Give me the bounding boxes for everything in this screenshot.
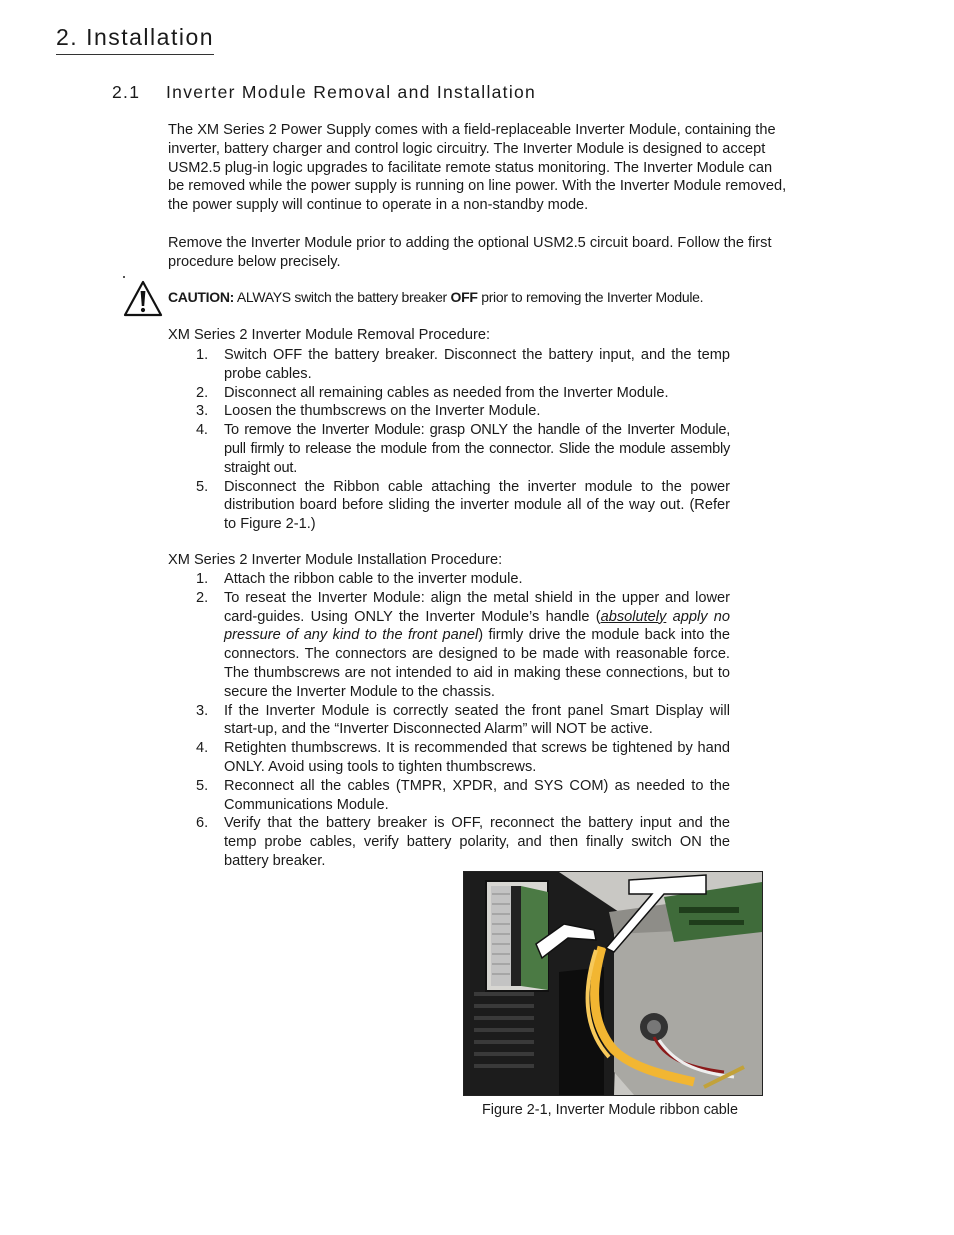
ribbon-cable-photo — [463, 871, 763, 1096]
removal-steps — [168, 346, 730, 534]
list-item: 3. If the Inverter Module is correctly seated the front panel Smart Display will start-up, and the “Inverter Disconnected Alarm” will NOT be active. — [196, 702, 730, 738]
list-item: 6. Verify that the battery breaker is OFF, reconnect the battery input and the temp probe cables, verify battery polarity, and then finally switch ON the battery breaker. — [196, 815, 730, 869]
list-item: 4. Retighten thumbscrews. It is recommended that screws be tightened by hand ONLY. Avoid using tools to tighten thumbscrews. — [196, 740, 730, 775]
caution-notice — [168, 289, 703, 305]
stray-mark — [123, 276, 125, 278]
list-item: 5. Reconnect all the cables (TMPR, XPDR, and SYS COM) as needed to the Communications Module. — [196, 777, 730, 813]
figure-caption: Figure 2-1, Inverter Module ribbon cable — [482, 1102, 738, 1118]
intro-paragraph-2: Remove the Inverter Module prior to adding the optional USM2.5 circuit board. Follow the first procedure below precisely. — [168, 235, 772, 270]
list-item: 4. To remove the Inverter Module: grasp ONLY the handle of the Inverter Module, pull firmly to release the module from the connector. Slide the module assembly straight out. — [196, 422, 730, 476]
removal-title: XM Series 2 Inverter Module Removal Procedure: — [168, 327, 491, 343]
caution-label: CAUTION: — [168, 289, 235, 305]
list-item: 1. Attach the ribbon cable to the inverter module. — [196, 571, 523, 587]
photo-illustration — [464, 872, 762, 1095]
caution-text-before: ALWAYS switch the battery breaker — [236, 289, 447, 305]
list-item: 5. Disconnect the Ribbon cable attaching the inverter module to the power distribution board before sliding the inverter module all of the way out. (Refer to Figure 2-1.) — [196, 478, 730, 533]
list-item: 1. Switch OFF the battery breaker. Disconnect the battery input, and the temp probe cables. — [196, 347, 730, 382]
list-item: 2. To reseat the Inverter Module: align the metal shield in the upper and lower card-guides. Using ONLY the Inverter Module’s handle (absolutely apply no pressure of any kind to the front panel) firmly drive the module back into the connectors. The connectors are designed to be made with reasonable force. The thumbscrews are not intended to aid in making these connections, but to secure the Inverter Module to the chassis. — [196, 589, 731, 700]
installation-title: XM Series 2 Inverter Module Installation Procedure: — [168, 552, 503, 568]
caution-emphasis: OFF — [450, 289, 478, 305]
intro-paragraph-1: The XM Series 2 Power Supply comes with a field-replaceable Inverter Module, containing the inverter, battery charger and control logic circuitry. The Inverter Module is designed to accept USM2.5 plug-in logic upgrades to facilitate remote status monitoring. The Inverter Module can be removed while the power supply is running on line power. With the Inverter Module removed, the power supply will continue to operate in a non-standby mode. — [168, 122, 787, 214]
section-title: Inverter Module Removal and Installation — [166, 82, 537, 102]
caution-text-after: prior to removing the Inverter Module. — [481, 289, 704, 305]
section-number: 2.1 — [112, 82, 141, 102]
section-heading — [112, 82, 536, 103]
chapter-heading: 2. Installation — [56, 24, 214, 55]
installation-steps — [168, 570, 730, 871]
warning-triangle-icon — [123, 279, 163, 319]
list-item: 3. Loosen the thumbscrews on the Inverter Module. — [196, 403, 541, 420]
list-item: 2. Disconnect all remaining cables as needed from the Inverter Module. — [196, 384, 669, 401]
